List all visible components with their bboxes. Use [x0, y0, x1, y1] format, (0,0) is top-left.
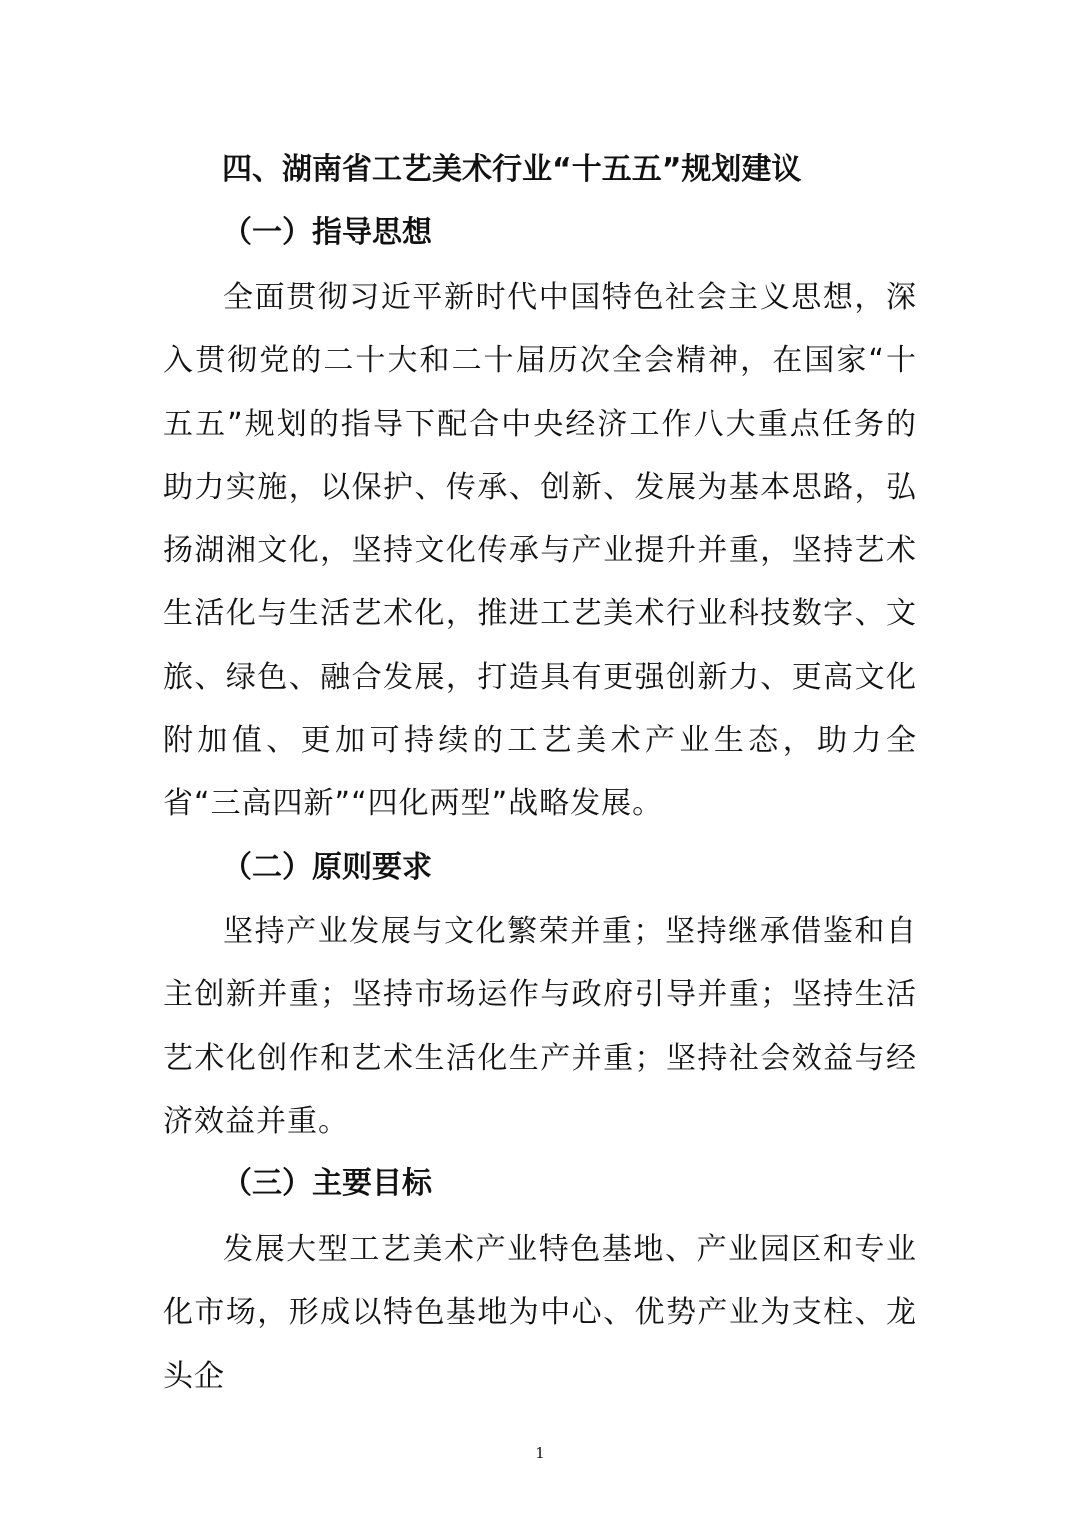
section-body-guiding-ideology: 全面贯彻习近平新时代中国特色社会主义思想，深入贯彻党的二十大和二十届历次全会精神，在国家“十五五”规划的指导下配合中央经济工作八大重点任务的助力实施，以保护、传承、创新、发展为基本思路，弘扬湖湘文化，坚持文化传承与产业提升并重，坚持艺术生活化与生活艺术化，推进工艺美术行业科技数字、文旅、绿色、融合发展，打造具有更强创新力、更高文化附加值、更加可持续的工艺美术产业生态，助力全省“三高四新”“四化两型”战略发展。 [163, 280, 917, 822]
section-body-main-goals: 发展大型工艺美术产业特色基地、产业园区和专业化市场，形成以特色基地为中心、优势产业为支柱、龙头企 [163, 1232, 917, 1394]
section-body-principles: 坚持产业发展与文化繁荣并重；坚持继承借鉴和自主创新并重；坚持市场运作与政府引导并重；坚持生活艺术化创作和艺术生活化生产并重；坚持社会效益与经济效益并重。 [163, 914, 917, 1139]
page-title: 四、湖南省工艺美术行业“十五五”规划建议 [222, 152, 802, 187]
page-number: 1 [535, 1444, 545, 1462]
section-heading-principles: （二）原则要求 [222, 850, 432, 885]
section-heading-guiding-ideology: （一）指导思想 [222, 215, 432, 250]
section-heading-main-goals: （三）主要目标 [222, 1166, 432, 1201]
